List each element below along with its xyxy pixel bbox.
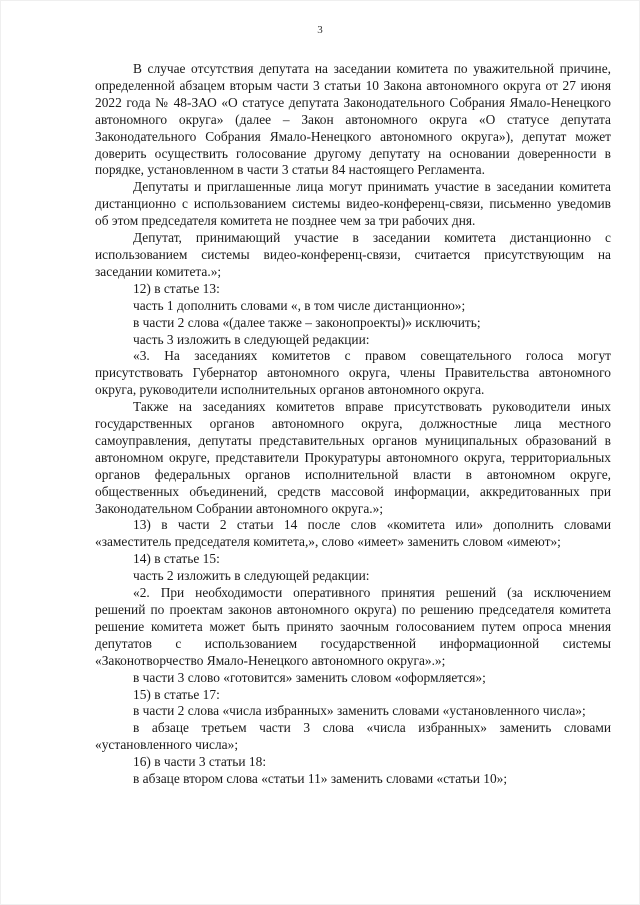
paragraph-16: в части 2 слова «числа избранных» заменить словами «установленного числа»;: [133, 703, 586, 719]
paragraph-19: в абзаце втором слова «статьи 11» заменить словами «статьи 10»;: [133, 771, 508, 787]
paragraph-2: Депутаты и приглашенные лица могут принимать участие в заседании комитета дистанционно с использованием системы видео-конференц-связи, письменно уведомив об этом председателя комитета не позднее чем за три рабочих дня.: [95, 179, 611, 229]
paragraph-15: 15) в статье 17:: [133, 686, 220, 702]
paragraph-8: «3. На заседаниях комитетов с правом совещательного голоса могут присутствовать Губернатор автономного округа, члены Правительства автономного округа, руководители исполнительных органов автономного округа.: [95, 348, 611, 398]
paragraph-1: В случае отсутствия депутата на заседании комитета по уважительной причине, определенной абзацем вторым части 3 статьи 10 Закона автономного округа от 27 июня 2022 года № 48-ЗАО «О статусе депутата Законодательного Собрания Ямало-Ненецкого автономного округа» (далее – Закон автономного округа «О статусе депутата Законодательного Собрания Ямало-Ненецкого автономного округа»), депутат может доверить осуществить голосование другому депутату на основании доверенности в порядке, установленном в части 3 статьи 84 настоящего Регламента.: [95, 61, 611, 178]
paragraph-17: в абзаце третьем части 3 слова «числа избранных» заменить словами «установленного числа»;: [95, 720, 611, 753]
paragraph-6: в части 2 слова «(далее также – законопроекты)» исключить;: [133, 314, 481, 330]
paragraph-18: 16) в части 3 статьи 18:: [133, 754, 267, 770]
paragraph-14: в части 3 слово «готовится» заменить словом «оформляется»;: [133, 669, 486, 685]
document-body: [95, 61, 611, 788]
paragraph-5: часть 1 дополнить словами «, в том числе дистанционно»;: [133, 297, 466, 313]
paragraph-10: 13) в части 2 статьи 14 после слов «комитета или» дополнить словами «заместитель председателя комитета,», слово «имеет» заменить словом «имеют»;: [95, 517, 611, 550]
paragraph-12: часть 2 изложить в следующей редакции:: [133, 568, 370, 584]
paragraph-7: часть 3 изложить в следующей редакции:: [133, 331, 370, 347]
paragraph-9: Также на заседаниях комитетов вправе присутствовать руководители иных государственных органов автономного округа, должностные лица местного самоуправления, депутаты представительных органов муниципальных образований в автономном округе, представители Прокуратуры автономного округа, территориальных органов федеральных органов исполнительной власти в автономном округе, общественных объединений, средств массовой информации, аккредитованных при Законодательном Собрании автономного округа.»;: [95, 399, 611, 516]
paragraph-11: 14) в статье 15:: [133, 551, 220, 567]
paragraph-3: Депутат, принимающий участие в заседании комитета дистанционно с использованием системы видео-конференц-связи, считается присутствующим на заседании комитета.»;: [95, 230, 611, 279]
paragraph-4: 12) в статье 13:: [133, 280, 220, 296]
paragraph-13: «2. При необходимости оперативного принятия решений (за исключением решений по проектам законов автономного округа) по решению председателя комитета решение комитета может быть принято заочным голосованием путем опроса мнения депутатов с использованием государственной информационной системы «Законотворчество Ямало-Ненецкого автономного округа».»;: [95, 585, 611, 668]
page-number: 3: [317, 24, 323, 36]
